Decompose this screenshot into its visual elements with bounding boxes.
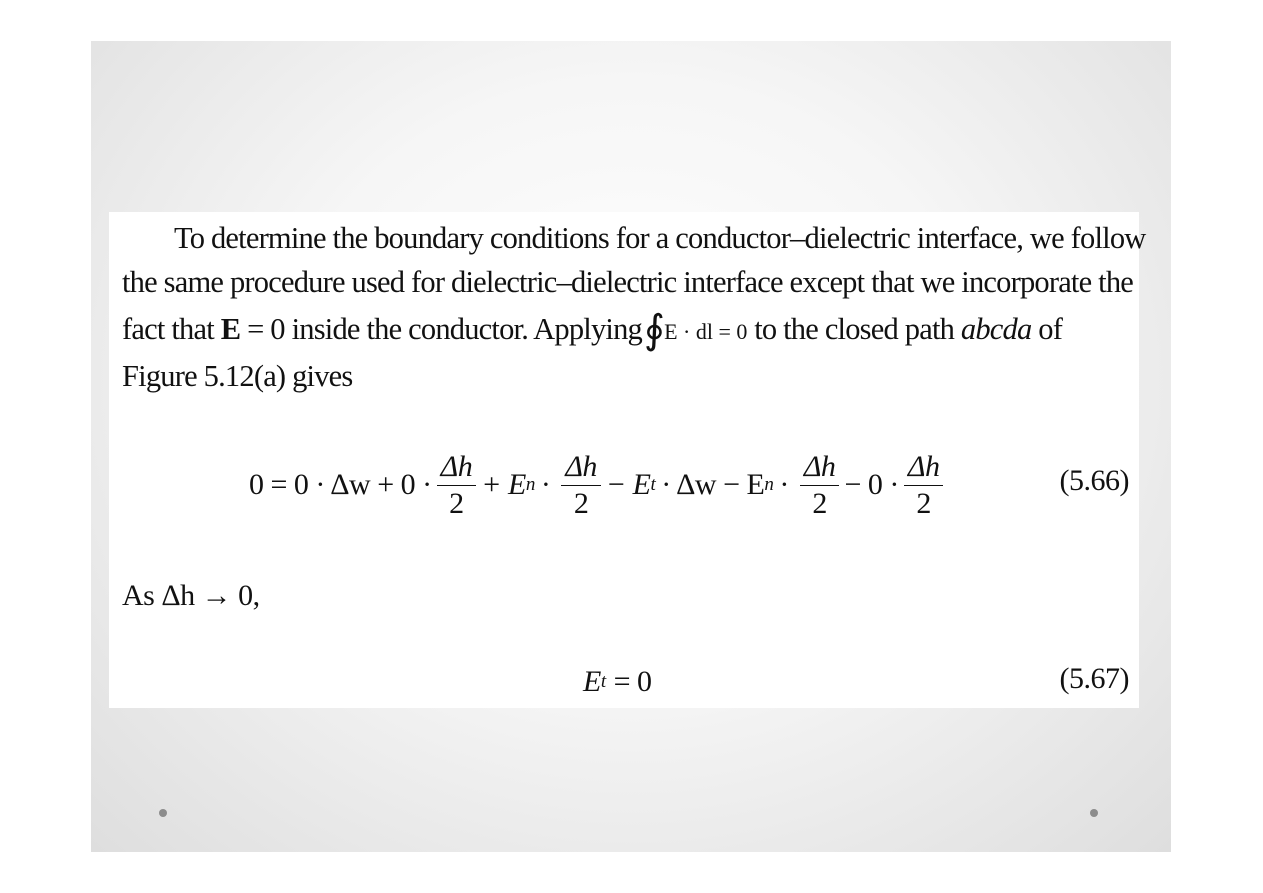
equation-5-66 — [109, 440, 1139, 530]
fraction-1: $\frac{\Delta h}{2}$ — [437, 449, 477, 522]
paragraph-line-4: Figure 5.12(a) gives — [122, 359, 353, 393]
fraction-3: $\frac{\Delta h}{2}$ — [800, 449, 840, 522]
integrand: E · dl = 0 — [664, 319, 748, 344]
equation-5-67 — [109, 662, 1139, 702]
fraction-2: $\frac{\Delta h}{2}$ — [561, 449, 601, 522]
path-name: abcda — [960, 312, 1032, 346]
contour-integral-symbol: ∮ — [644, 307, 665, 352]
equation-5-66-body: 0 = 0 · Δw + 0 · $\frac{\Delta h}{2}$ + E n · $\frac{\Delta h}{2}$ − E t · Δw − E n · $\frac{\Delta h}{2}$ − 0 · $\frac{\Delta h}{2}$ — [249, 440, 948, 530]
bullet-dot-left — [159, 809, 167, 817]
paragraph-line-3: fact that E = 0 inside the conductor. Applying∮E · dl = 0 to the closed path abcda of — [122, 307, 1063, 352]
bullet-dot-right — [1090, 809, 1098, 817]
fraction-4: $\frac{\Delta h}{2}$ — [904, 449, 944, 522]
paragraph — [122, 216, 1146, 398]
equation-number-5-67: (5.67) — [1059, 662, 1129, 695]
equation-number-5-66: (5.66) — [1059, 464, 1129, 497]
paragraph-line-2: the same procedure used for dielectric–dielectric interface except that we incorporate the — [122, 265, 1134, 299]
limit-statement: As Δh → 0, — [122, 579, 260, 612]
equation-5-67-body: E t = 0 — [583, 665, 652, 698]
bold-E: E — [220, 312, 241, 346]
textbook-excerpt — [109, 212, 1146, 708]
paragraph-line-1: To determine the boundary conditions for a conductor–dielectric interface, we follow — [174, 221, 1146, 255]
